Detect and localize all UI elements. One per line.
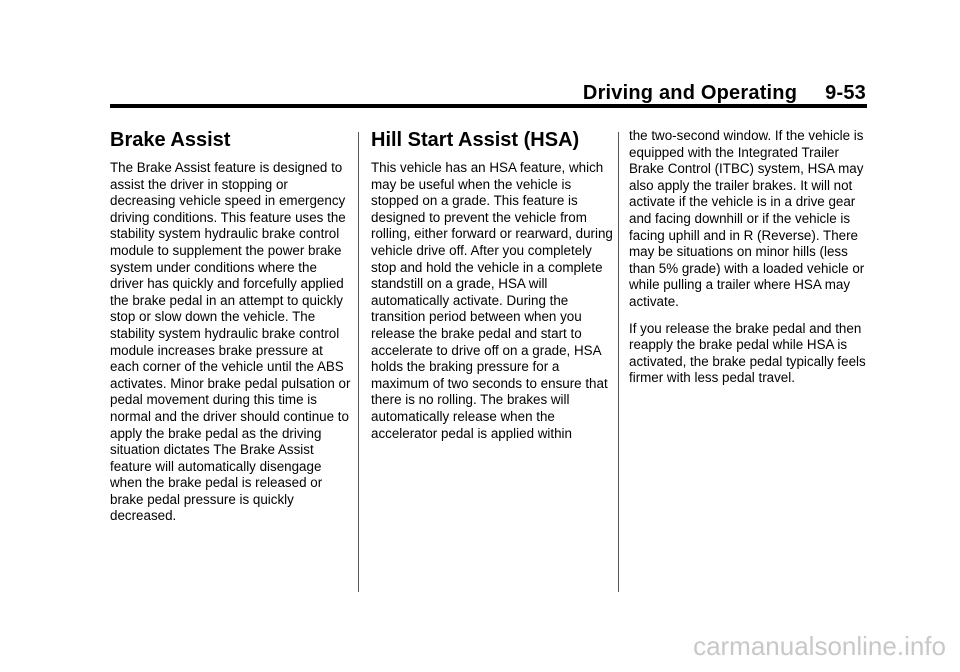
running-header	[583, 82, 866, 105]
paragraph-brake-assist-1: The Brake Assist feature is designed to assist the driver in stopping or decreasing vehicle speed in emergency driving conditions. This feature uses the stability system hydraulic brake control module to supplement the power brake system under conditions where the driver has quickly and forcefully applied the brake pedal in an attempt to quickly stop or slow down the vehicle. The stability system hydraulic brake control module increases brake pressure at each corner of the vehicle until the ABS activates. Minor brake pedal pulsation or pedal movement during this time is normal and the driver should continue to apply the brake pedal as the driving situation dictates The Brake Assist feature will automatically disengage when the brake pedal is released or brake pedal pressure is quickly decreased.	[110, 160, 351, 524]
column-brake-assist	[110, 128, 352, 535]
paragraph-hsa-2: the two-second window. If the vehicle is equipped with the Integrated Trailer Brake Control (ITBC) system, HSA may also apply the trailer brakes. It will not activate if the vehicle is in a drive gear and facing downhill or if the vehicle is facing uphill and in R (Reverse). There may be situations on minor hills (less than 5% grade) with a loaded vehicle or while pulling a trailer where HSA may activate.	[629, 128, 865, 309]
heading-brake-assist: Brake Assist	[110, 129, 231, 151]
heading-hill-start-assist: Hill Start Assist (HSA)	[371, 129, 580, 151]
watermark-text: carmanualsonline.info	[693, 631, 946, 661]
column-hill-start-assist-continued	[629, 128, 871, 397]
header-rule	[110, 104, 867, 108]
column-hill-start-assist	[371, 128, 613, 452]
column-divider-2	[618, 132, 619, 592]
page-number: 9-53	[825, 82, 866, 104]
paragraph-hsa-3: If you release the brake pedal and then reapply the brake pedal while HSA is activated, the brake pedal typically feels firmer with less pedal travel.	[629, 320, 866, 386]
column-divider-1	[358, 132, 359, 592]
paragraph-hsa-1: This vehicle has an HSA feature, which may be useful when the vehicle is stopped on a grade. This feature is designed to prevent the vehicle from rolling, either forward or rearward, during vehicle drive off. After you completely stop and hold the vehicle in a complete standstill on a grade, HSA will automatically activate. During the transition period between when you release the brake pedal and start to accelerate to drive off on a grade, HSA holds the braking pressure for a maximum of two seconds to ensure that there is no rolling. The brakes will automatically release when the accelerator pedal is applied within	[371, 160, 613, 441]
section-title: Driving and Operating	[582, 82, 798, 104]
